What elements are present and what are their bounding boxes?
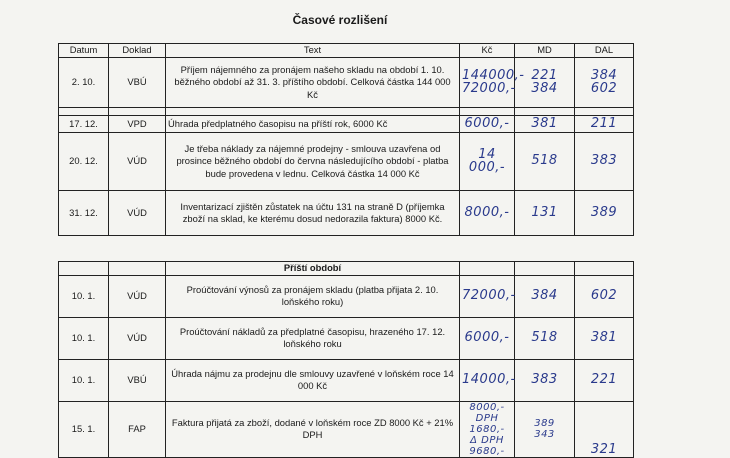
row-datum: 10. 1.: [59, 359, 109, 401]
table-row: [59, 275, 634, 317]
row-dal: 389: [575, 191, 634, 236]
row-dal: 381: [575, 317, 634, 359]
row-doklad: VÚD: [109, 275, 166, 317]
table-row: [59, 359, 634, 401]
row-kc-line2: 72000,-: [462, 80, 516, 96]
header-row: [59, 44, 634, 58]
row-doklad: FAP: [109, 401, 166, 457]
row-md: 518: [515, 133, 575, 191]
header-doklad: Doklad: [109, 44, 166, 58]
row-kc-line1: 144000,-: [462, 68, 525, 83]
row-datum: 15. 1.: [59, 401, 109, 457]
page-title: Časové rozlišení: [292, 13, 388, 27]
row-kc: 14 000,-: [460, 133, 515, 191]
row-text: Příjem nájemného za pronájem našeho skladu na období 1. 10. běžného období až 31. 3. příštího období. Celková částka 144 000 Kč: [166, 58, 460, 108]
row-dal-line1: 384: [590, 68, 618, 83]
header-md: MD: [515, 44, 575, 58]
table-row: [59, 401, 634, 457]
spacer-row: [59, 108, 634, 116]
row-text: Je třeba náklady za nájemné prodejny - smlouva uzavřena od prosince běžného období do června následujícího období - platba bude provedena v lednu. Celková částka 14 000 Kč: [166, 133, 460, 191]
row-datum: 17. 12.: [59, 116, 109, 133]
row-dal: 602: [575, 275, 634, 317]
row-text: Proúčtování nákladů za předplatné časopisu, hrazeného 17. 12. loňského roku: [166, 317, 460, 359]
row-dal: 221: [575, 359, 634, 401]
header-kc: Kč: [460, 44, 515, 58]
row-text: Faktura přijatá za zboží, dodané v loňském roce ZD 8000 Kč + 21% DPH: [166, 401, 460, 457]
row-datum: 10. 1.: [59, 317, 109, 359]
row-text: Úhrada předplatného časopisu na příští rok, 6000 Kč: [166, 116, 460, 133]
row-md: [515, 401, 575, 457]
row-doklad: VBÚ: [109, 359, 166, 401]
row-datum: 31. 12.: [59, 191, 109, 236]
section-header-row: [59, 262, 634, 276]
row-dal-line2: 602: [590, 80, 618, 96]
row-kc-line3: Δ DPH 9680,-: [469, 434, 505, 457]
table-row: [59, 191, 634, 236]
row-md: 384: [515, 275, 575, 317]
row-doklad: VBÚ: [109, 58, 166, 108]
table-row: [59, 317, 634, 359]
row-md-line1: 221: [531, 68, 558, 83]
row-md: 381: [515, 116, 575, 133]
header-text: Text: [166, 44, 460, 58]
accruals-table: [58, 43, 634, 236]
row-md: 383: [515, 359, 575, 401]
row-text: Úhrada nájmu za prodejnu dle smlouvy uzavřené v loňském roce 14 000 Kč: [166, 359, 460, 401]
row-md-line2: 343: [534, 429, 555, 440]
section-title: Příští období: [166, 262, 460, 276]
row-kc: 6000,-: [460, 317, 515, 359]
row-kc-line1: 8000,-: [469, 401, 505, 413]
row-dal: 383: [575, 133, 634, 191]
row-doklad: VÚD: [109, 317, 166, 359]
row-md: 131: [515, 191, 575, 236]
row-doklad: VÚD: [109, 191, 166, 236]
row-doklad: VPD: [109, 116, 166, 133]
row-md-line1: 389: [534, 418, 555, 429]
row-doklad: VÚD: [109, 133, 166, 191]
row-kc: 14000,-: [460, 359, 515, 401]
row-datum: 10. 1.: [59, 275, 109, 317]
row-datum: 2. 10.: [59, 58, 109, 108]
row-kc-line2: DPH 1680,-: [469, 412, 505, 435]
row-dal: 211: [575, 116, 634, 133]
row-dal: [575, 58, 634, 108]
header-dal: DAL: [575, 44, 634, 58]
row-text: Proúčtování výnosů za pronájem skladu (platba přijata 2. 10. loňského roku): [166, 275, 460, 317]
row-datum: 20. 12.: [59, 133, 109, 191]
table-row: [59, 133, 634, 191]
table-row: [59, 116, 634, 133]
next-period-table: [58, 261, 634, 458]
row-kc: 6000,-: [460, 116, 515, 133]
row-md-line2: 384: [531, 80, 558, 96]
table-row: [59, 58, 634, 108]
row-md: 518: [515, 317, 575, 359]
row-kc: [460, 58, 525, 108]
row-kc: [460, 401, 515, 457]
row-kc: 8000,-: [460, 191, 515, 236]
header-datum: Datum: [59, 44, 109, 58]
row-dal: 321: [575, 401, 634, 457]
row-kc: 72000,-: [460, 275, 515, 317]
row-text: Inventarizací zjištěn zůstatek na účtu 131 na straně D (příjemka zboží na sklad, ke kterému dosud nedorazila faktura) 8000 Kč.: [166, 191, 460, 236]
